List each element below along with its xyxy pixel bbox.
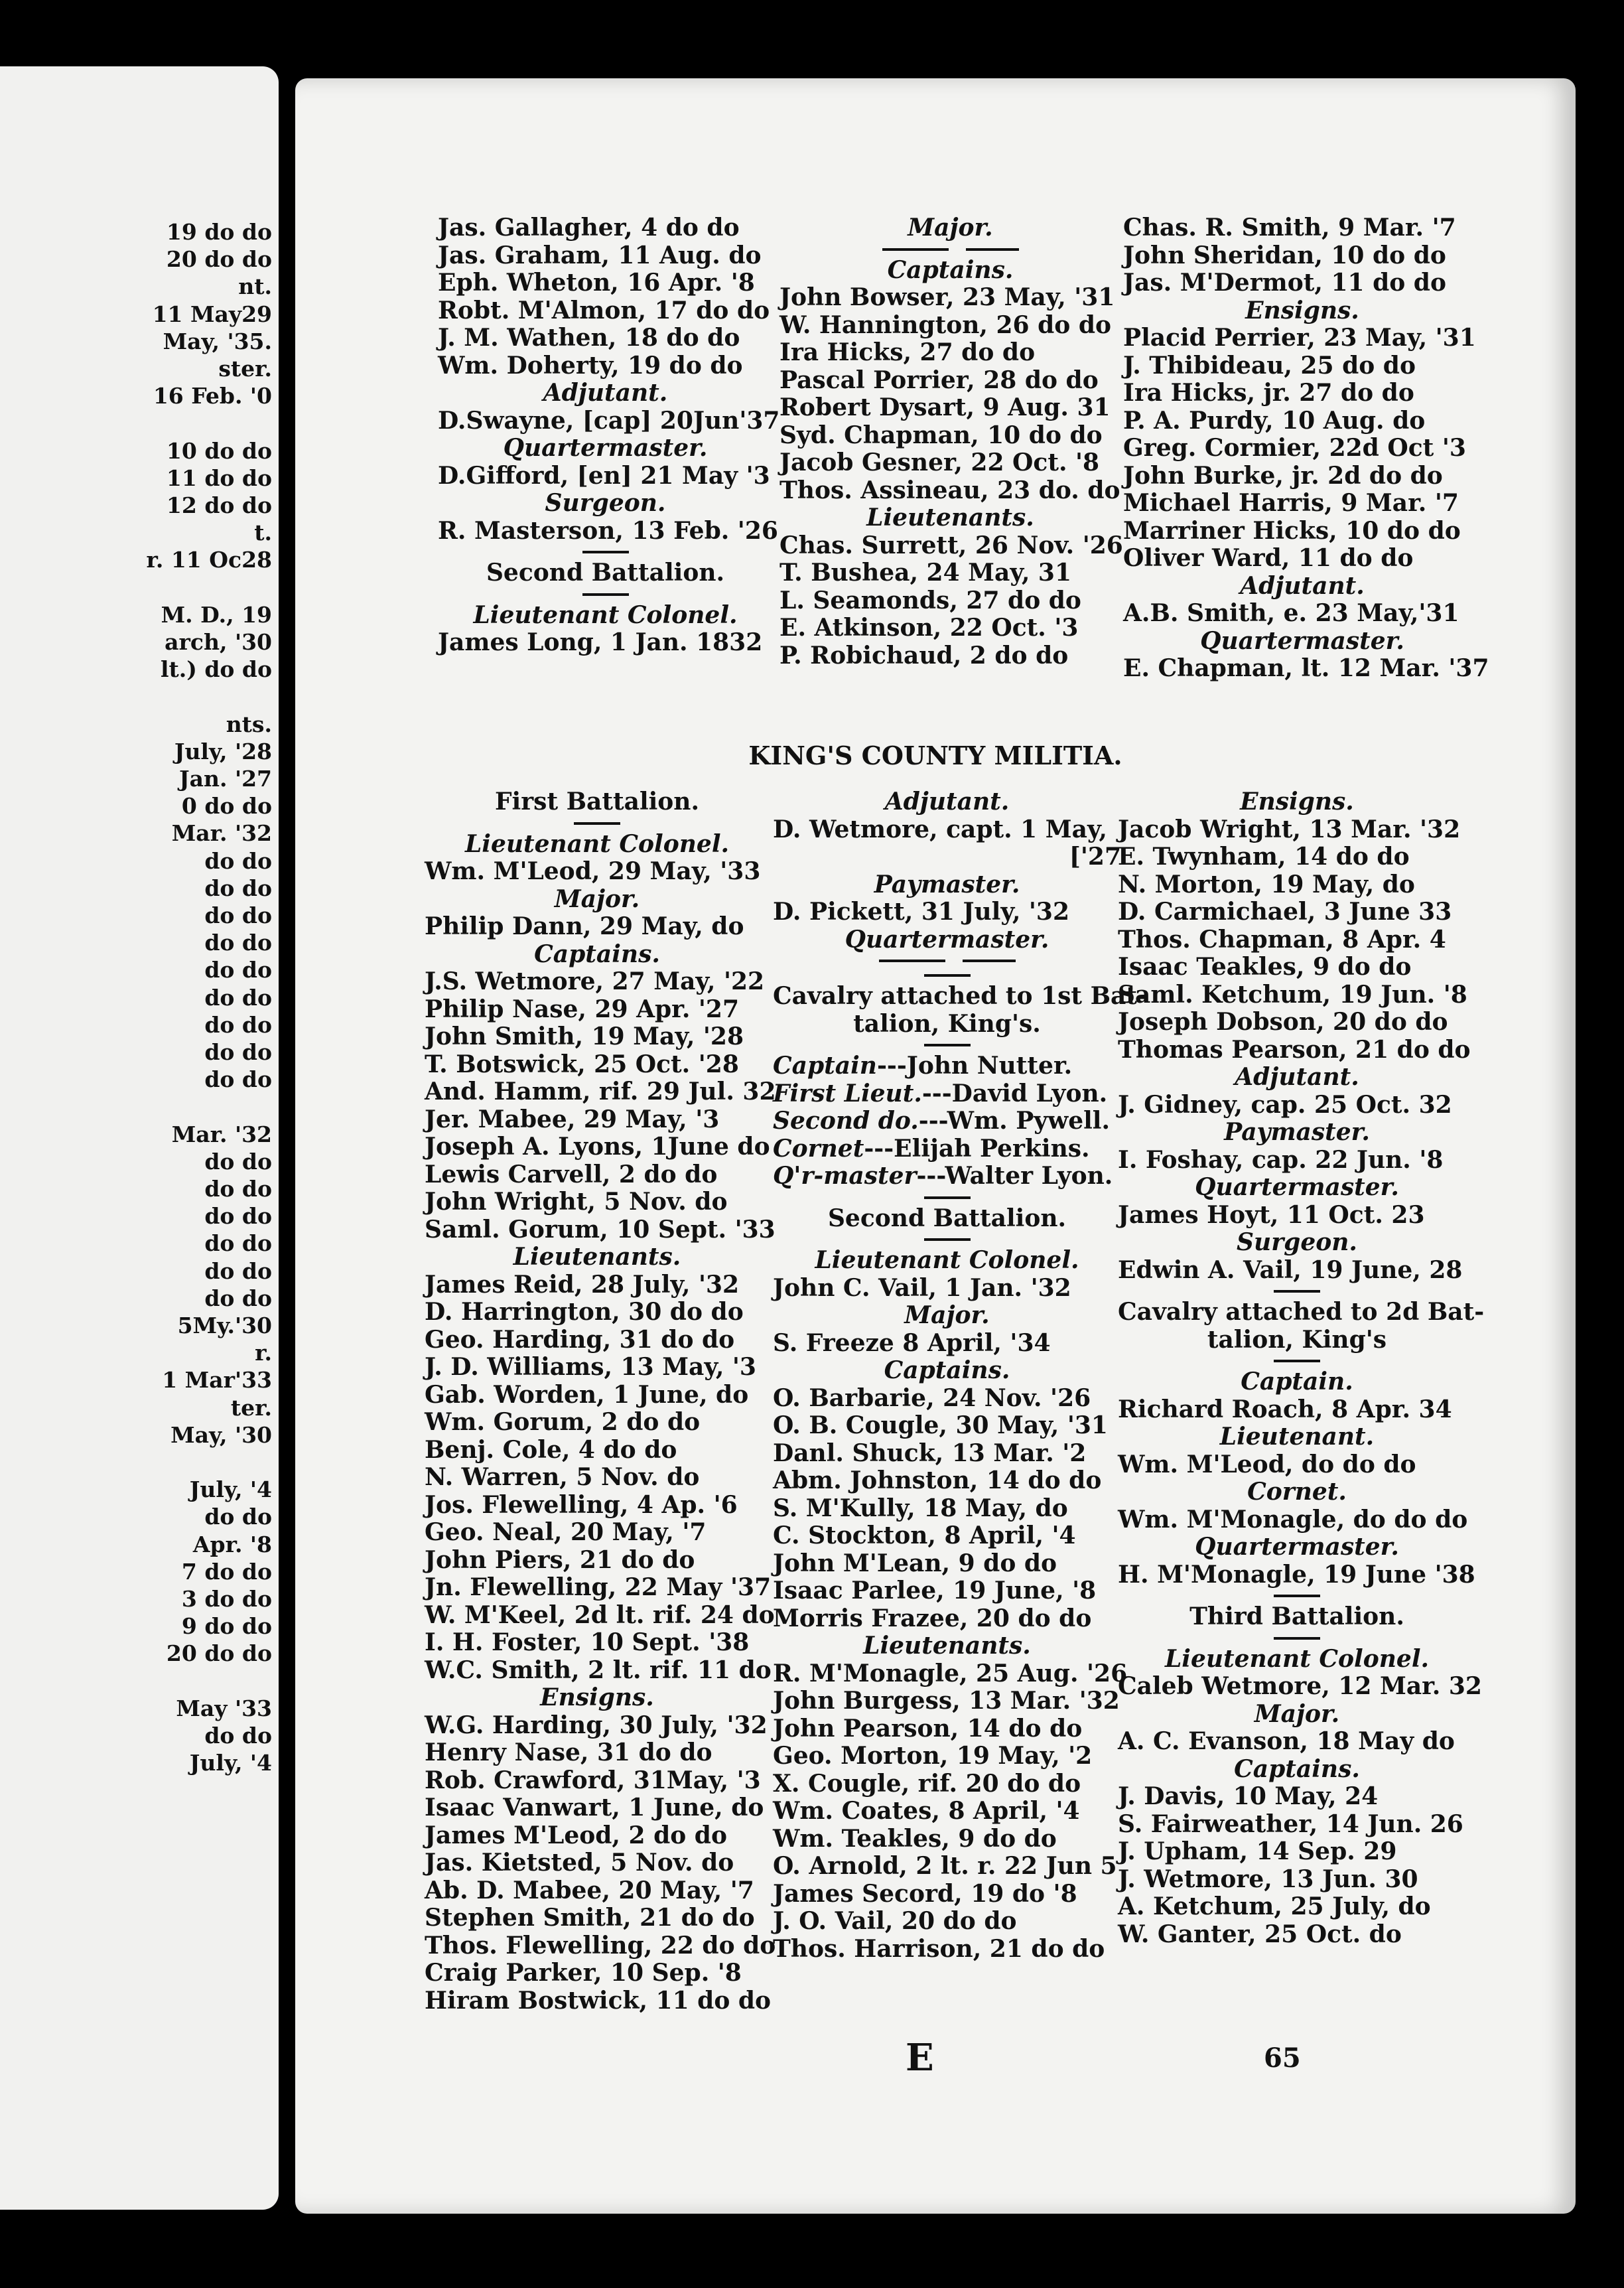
officer-entry: Thos. Assineau, 23 do. do: [779, 476, 1120, 504]
officer-entry: Michael Harris, 9 Mar. '7: [1123, 489, 1459, 517]
officer-entry: Chas. R. Smith, 9 Mar. '7: [1123, 214, 1456, 242]
officer-entry: And. Hamm, rif. 29 Jul. 32: [425, 1078, 776, 1106]
left-page-text-fragment: Mar. '32: [171, 820, 272, 847]
left-page-text-fragment: nts.: [226, 711, 272, 737]
left-page-text-fragment: 10 do do: [166, 437, 272, 464]
left-page-text-fragment: ster.: [218, 356, 272, 382]
battalion-heading: Second Battalion.: [827, 1204, 1067, 1232]
officer-entry: Philip Nase, 29 Apr. '27: [425, 995, 740, 1023]
officer-entry: A.B. Smith, e. 23 May,'31: [1123, 599, 1459, 627]
officer-entry: Jos. Flewelling, 4 Ap. '6: [425, 1490, 738, 1519]
left-page-text-fragment: 1 Mar'33: [162, 1367, 272, 1394]
left-page-text-fragment: do do: [204, 902, 272, 928]
officer-entry: Cavalry attached to 1st Bat-: [773, 982, 1147, 1010]
officer-entry: X. Cougle, rif. 20 do do: [773, 1769, 1081, 1798]
left-page-text-fragment: do do: [204, 1203, 272, 1230]
officer-entry: Robt. M'Almon, 17 do do: [438, 296, 770, 324]
officer-entry: A. C. Evanson, 18 May do: [1118, 1727, 1455, 1755]
officer-entry: Caleb Wetmore, 12 Mar. 32: [1118, 1672, 1482, 1700]
officer-entry: J. Davis, 10 May, 24: [1118, 1782, 1379, 1810]
officer-entry: Saml. Ketchum, 19 Jun. '8: [1118, 980, 1467, 1009]
rank-heading: Lieutenants.: [513, 1243, 681, 1271]
officer-entry: John Smith, 19 May, '28: [425, 1023, 744, 1050]
left-page-text-fragment: 16 Feb. '0: [153, 383, 272, 409]
rank-heading: Quartermaster.: [503, 434, 708, 462]
officer-entry: Benj. Cole, 4 do do: [425, 1435, 677, 1464]
officer-entry: Joseph A. Lyons, 1June do: [425, 1133, 770, 1161]
rank-heading: Quartermaster.: [1195, 1533, 1399, 1561]
left-page-text-fragment: July, '4: [189, 1476, 272, 1503]
officer-entry: Greg. Cormier, 22d Oct '3: [1123, 434, 1466, 462]
officer-entry: Morris Frazee, 20 do do: [773, 1604, 1092, 1632]
battalion-heading: First Battalion.: [494, 788, 700, 816]
rule-divider: [779, 242, 1121, 257]
officer-entry: R. M'Monagle, 25 Aug. '26: [773, 1659, 1128, 1687]
left-page-text-fragment: May '33: [176, 1695, 272, 1721]
officer-entry: Chas. Surrett, 26 Nov. '26: [779, 531, 1123, 559]
officer-entry: J. Thibideau, 25 do do: [1123, 351, 1416, 380]
rank-heading: Quartermaster.: [1200, 626, 1404, 655]
officer-entry: Joseph Dobson, 20 do do: [1118, 1008, 1448, 1036]
left-page-text-fragment: do do: [204, 1011, 272, 1038]
left-page-text-fragment: do do: [204, 1257, 272, 1284]
officer-entry: Craig Parker, 10 Sep. '8: [425, 1959, 742, 1987]
officer-entry: Isaac Vanwart, 1 June, do: [425, 1794, 764, 1822]
officer-entry: C. Stockton, 8 April, '4: [773, 1522, 1076, 1549]
left-page-text-fragment: 7 do do: [181, 1558, 272, 1585]
left-page-text-fragment: do do: [204, 957, 272, 983]
rank-heading: Major.: [1254, 1699, 1340, 1728]
rank-heading: Paymaster.: [1224, 1118, 1370, 1146]
officer-entry: Jas. Gallagher, 4 do do: [438, 214, 740, 242]
officer-entry: James Long, 1 Jan. 1832: [438, 628, 763, 656]
cavalry-entry: Cornet---Elijah Perkins.: [773, 1134, 1090, 1163]
officer-entry: W.G. Harding, 30 July, '32: [425, 1711, 768, 1739]
officer-entry: P. Robichaud, 2 do do: [779, 641, 1069, 670]
officer-entry: Wm. Teakles, 9 do do: [773, 1824, 1057, 1853]
left-page-text-fragment: 3 do do: [181, 1586, 272, 1612]
officer-entry: J. Gidney, cap. 25 Oct. 32: [1118, 1090, 1452, 1119]
left-page-text-fragment: 11 do do: [166, 465, 272, 491]
officer-entry: Wm. Coates, 8 April, '4: [773, 1797, 1080, 1825]
rank-heading: Lieutenant Colonel.: [1164, 1644, 1430, 1673]
left-page-text-fragment: Mar. '32: [171, 1121, 272, 1147]
left-page-text-fragment: July, '28: [174, 738, 272, 764]
officer-entry: Isaac Teakles, 9 do do: [1118, 953, 1412, 981]
left-page-text-fragment: 19 do do: [166, 219, 272, 245]
officer-entry: Jn. Flewelling, 22 May '37: [425, 1573, 772, 1601]
left-page-text-fragment: do do: [204, 1723, 272, 1749]
officer-entry: Philip Dann, 29 May, do: [425, 912, 744, 940]
officer-entry: J.S. Wetmore, 27 May, '22: [425, 967, 765, 995]
officer-entry: Jas. Kietsted, 5 Nov. do: [425, 1849, 734, 1877]
section-title: KING'S COUNTY MILITIA.: [748, 741, 1122, 770]
rank-heading: Cornet.: [1247, 1478, 1347, 1506]
officer-entry: Ira Hicks, jr. 27 do do: [1123, 379, 1414, 407]
rule-divider: [1118, 1631, 1476, 1646]
left-page-text-fragment: 20 do do: [166, 1640, 272, 1667]
officer-entry: Marriner Hicks, 10 do do: [1123, 516, 1461, 545]
left-page-text-fragment: May, '35.: [163, 328, 272, 354]
rank-heading: Quartermaster.: [845, 925, 1049, 954]
officer-entry: J. M. Wathen, 18 do do: [438, 324, 740, 352]
text-line: ['27: [1069, 843, 1121, 871]
officer-entry: Edwin A. Vail, 19 June, 28: [1118, 1255, 1463, 1284]
left-page-text-fragment: 5My.'30: [177, 1313, 272, 1338]
officer-entry: E. Chapman, lt. 12 Mar. '37: [1123, 654, 1489, 682]
officer-entry: D.Gifford, [en] 21 May '3: [438, 461, 770, 490]
officer-entry: Robert Dysart, 9 Aug. 31: [779, 393, 1111, 421]
officer-entry: John Wright, 5 Nov. do: [425, 1188, 728, 1216]
rank-heading: Surgeon.: [1237, 1228, 1357, 1256]
officer-entry: J. Upham, 14 Sep. 29: [1118, 1837, 1397, 1865]
officer-entry: Jacob Wright, 13 Mar. '32: [1118, 815, 1461, 843]
officer-entry: Jacob Gesner, 22 Oct. '8: [779, 449, 1100, 476]
left-page-text-fragment: do do: [204, 1148, 272, 1175]
left-page-text-fragment: do do: [204, 930, 272, 956]
officer-entry: Geo. Morton, 19 May, '2: [773, 1742, 1093, 1770]
cavalry-entry: Second do.---Wm. Pywell.: [773, 1107, 1111, 1135]
officer-entry: Saml. Gorum, 10 Sept. '33: [425, 1215, 776, 1244]
left-page-text-fragment: arch, '30: [165, 629, 272, 655]
bottom-column-1: [425, 788, 776, 2015]
officer-entry: J. O. Vail, 20 do do: [773, 1907, 1017, 1935]
rule-divider: [773, 954, 1121, 968]
officer-entry: Richard Roach, 8 Apr. 34: [1118, 1395, 1452, 1423]
rank-heading: Paymaster.: [874, 870, 1020, 898]
officer-entry: D. Pickett, 31 July, '32: [773, 898, 1070, 926]
officer-entry: Placid Perrier, 23 May, '31: [1123, 324, 1476, 352]
officer-entry: Geo. Neal, 20 May, '7: [425, 1518, 707, 1546]
officer-entry: W. Hannington, 26 do do: [779, 311, 1112, 339]
officer-entry: I. Foshay, cap. 22 Jun. '8: [1118, 1145, 1444, 1174]
top-column-1: [438, 214, 780, 657]
rule-divider: [773, 1038, 1121, 1052]
rule-divider: [773, 1190, 1121, 1205]
text-line: talion, King's: [1207, 1325, 1387, 1354]
rule-divider: [438, 587, 773, 602]
officer-entry: John M'Lean, 9 do do: [773, 1549, 1057, 1577]
officer-entry: A. Ketchum, 25 July, do: [1118, 1893, 1431, 1920]
top-column-2: [779, 214, 1121, 670]
officer-entry: W. M'Keel, 2d lt. rif. 24 do: [425, 1601, 775, 1629]
officer-entry: Cavalry attached to 2d Bat-: [1118, 1298, 1485, 1326]
rank-heading: Captains.: [887, 255, 1014, 284]
officer-entry: H. M'Monagle, 19 June '38: [1118, 1560, 1475, 1589]
rule-divider: [773, 1232, 1121, 1247]
bottom-column-2: [773, 788, 1147, 1963]
left-page-text-fragment: July, '4: [189, 1750, 272, 1776]
officer-entry: E. Twynham, 14 do do: [1118, 843, 1410, 871]
left-page-text-fragment: do do: [204, 1230, 272, 1257]
officer-entry: D. Wetmore, capt. 1 May,: [773, 815, 1107, 843]
officer-entry: James Hoyt, 11 Oct. 23: [1118, 1200, 1425, 1229]
officer-entry: John Burke, jr. 2d do do: [1123, 461, 1443, 490]
officer-entry: Isaac Parlee, 19 June, '8: [773, 1577, 1097, 1605]
left-page-text-fragment: Jan. '27: [179, 766, 272, 792]
cavalry-entry: Captain---John Nutter.: [773, 1052, 1073, 1080]
officer-entry: W.C. Smith, 2 lt. rif. 11 do: [425, 1656, 772, 1684]
officer-entry: R. Masterson, 13 Feb. '26: [438, 516, 778, 545]
officer-entry: Lewis Carvell, 2 do do: [425, 1160, 718, 1188]
rank-heading: Lieutenants.: [863, 1632, 1031, 1660]
left-page-text-fragment: r.: [255, 1340, 272, 1366]
officer-entry: Jer. Mabee, 29 May, '3: [425, 1105, 720, 1133]
officer-entry: P. A. Purdy, 10 Aug. do: [1123, 406, 1426, 435]
rank-heading: Ensigns.: [1245, 296, 1359, 324]
rank-heading: Adjutant.: [1240, 571, 1365, 600]
officer-entry: S. Freeze 8 April, '34: [773, 1328, 1051, 1357]
officer-entry: N. Morton, 19 May, do: [1118, 870, 1415, 898]
officer-entry: Danl. Shuck, 13 Mar. '2: [773, 1439, 1087, 1467]
officer-entry: Wm. Gorum, 2 do do: [425, 1408, 701, 1436]
rank-heading: Lieutenant Colonel.: [464, 829, 730, 858]
left-page-text-fragment: do do: [204, 1176, 272, 1202]
rank-heading: Lieutenant Colonel.: [815, 1246, 1079, 1274]
officer-entry: Geo. Harding, 31 do do: [425, 1325, 735, 1354]
page-number: 65: [1264, 2042, 1301, 2074]
rank-heading: Major.: [908, 214, 993, 242]
officer-entry: Wm. Doherty, 19 do do: [438, 351, 743, 380]
left-page-text-fragment: do do: [204, 847, 272, 874]
rank-heading: Major.: [554, 885, 640, 913]
officer-entry: Stephen Smith, 21 do do: [425, 1904, 755, 1932]
rule-divider: [773, 968, 1121, 983]
officer-entry: John Bowser, 23 May, '31: [779, 283, 1115, 311]
rule-divider: [1118, 1284, 1476, 1299]
rank-heading: Adjutant.: [1235, 1063, 1359, 1091]
officer-entry: Thos. Flewelling, 22 do do: [425, 1931, 776, 1960]
battalion-heading: Second Battalion.: [486, 559, 725, 587]
cavalry-entry: Q'r-master---Walter Lyon.: [773, 1162, 1113, 1190]
left-page-text-fragment: lt.) do do: [160, 656, 272, 683]
officer-entry: John C. Vail, 1 Jan. '32: [773, 1273, 1071, 1302]
officer-entry: Henry Nase, 31 do do: [425, 1739, 712, 1766]
officer-entry: John Burgess, 13 Mar. '32: [773, 1687, 1120, 1715]
top-column-3: [1123, 214, 1489, 683]
officer-entry: Thomas Pearson, 21 do do: [1118, 1035, 1471, 1064]
officer-entry: Eph. Wheton, 16 Apr. '8: [438, 269, 755, 297]
rank-heading: Lieutenants.: [866, 504, 1034, 532]
officer-entry: Wm. M'Leod, do do do: [1118, 1450, 1416, 1478]
rank-heading: Adjutant.: [884, 788, 1010, 816]
rank-heading: Captain.: [1241, 1368, 1353, 1395]
officer-entry: O. Barbarie, 24 Nov. '26: [773, 1384, 1091, 1412]
officer-entry: James Secord, 19 do '8: [773, 1879, 1077, 1908]
officer-entry: J. Wetmore, 13 Jun. 30: [1118, 1865, 1418, 1893]
officer-entry: Ab. D. Mabee, 20 May, '7: [425, 1876, 754, 1904]
officer-entry: J. D. Williams, 13 May, '3: [425, 1353, 756, 1381]
officer-entry: Thos. Chapman, 8 Apr. 4: [1118, 925, 1446, 954]
officer-entry: John Piers, 21 do do: [425, 1545, 695, 1574]
rank-heading: Lieutenant.: [1219, 1423, 1375, 1451]
officer-entry: Rob. Crawford, 31May, '3: [425, 1766, 761, 1794]
left-page-text-fragment: r. 11 Oc28: [146, 547, 272, 573]
battalion-heading: Third Battalion.: [1189, 1603, 1404, 1630]
bottom-column-3: [1118, 788, 1485, 1948]
officer-entry: T. Botswick, 25 Oct. '28: [425, 1050, 739, 1078]
officer-entry: O. B. Cougle, 30 May, '31: [773, 1411, 1108, 1439]
officer-entry: N. Warren, 5 Nov. do: [425, 1463, 700, 1491]
left-page-text-fragment: Apr. '8: [192, 1531, 272, 1557]
left-page-text-fragment: 20 do do: [166, 246, 272, 273]
officer-entry: Jas. Graham, 11 Aug. do: [438, 241, 762, 269]
officer-entry: Pascal Porrier, 28 do do: [779, 366, 1099, 394]
text-line: talion, King's.: [853, 1009, 1041, 1038]
rank-heading: Major.: [904, 1301, 990, 1329]
left-page-fragment: [0, 66, 279, 2210]
officer-entry: Hiram Bostwick, 11 do do: [425, 1986, 772, 2015]
rank-heading: Adjutant.: [543, 379, 668, 407]
rank-heading: Quartermaster.: [1195, 1173, 1399, 1201]
left-page-text-fragment: nt.: [238, 273, 272, 300]
rule-divider: [425, 816, 770, 831]
left-page-text-fragment: do do: [204, 1039, 272, 1065]
rule-divider: [1118, 1354, 1476, 1368]
officer-entry: Gab. Worden, 1 June, do: [425, 1380, 749, 1409]
left-page-text-fragment: May, '30: [170, 1421, 272, 1448]
left-page-text-fragment: 11 May29: [152, 301, 272, 327]
rule-divider: [438, 545, 773, 559]
officer-entry: Abm. Johnston, 14 do do: [773, 1466, 1102, 1494]
officer-entry: E. Atkinson, 22 Oct. '3: [779, 614, 1079, 642]
officer-entry: Oliver Ward, 11 do do: [1123, 544, 1414, 572]
officer-entry: John Sheridan, 10 do do: [1123, 241, 1446, 269]
officer-entry: S. Fairweather, 14 Jun. 26: [1118, 1810, 1463, 1838]
officer-entry: James M'Leod, 2 do do: [425, 1821, 727, 1849]
officer-entry: O. Arnold, 2 lt. r. 22 Jun 5: [773, 1852, 1117, 1880]
left-page-text-fragment: 0 do do: [181, 793, 272, 820]
left-page-text-fragment: 9 do do: [181, 1613, 272, 1640]
rank-heading: Captains.: [884, 1356, 1010, 1384]
officer-entry: L. Seamonds, 27 do do: [779, 586, 1081, 614]
officer-entry: Wm. M'Leod, 29 May, '33: [425, 857, 761, 885]
left-page-text-fragment: do do: [204, 1066, 272, 1093]
officer-entry: Wm. M'Monagle, do do do: [1118, 1505, 1468, 1534]
left-page-text-fragment: t.: [254, 520, 272, 546]
officer-entry: Ira Hicks, 27 do do: [779, 338, 1036, 366]
officer-entry: Syd. Chapman, 10 do do: [779, 421, 1103, 449]
officer-entry: Thos. Harrison, 21 do do: [773, 1934, 1105, 1963]
left-page-text-fragment: do do: [204, 1285, 272, 1311]
rule-divider: [1118, 1589, 1476, 1603]
officer-entry: John Pearson, 14 do do: [773, 1714, 1083, 1743]
officer-entry: W. Ganter, 25 Oct. do: [1118, 1920, 1402, 1948]
left-page-text-fragment: 12 do do: [166, 492, 272, 518]
officer-entry: James Reid, 28 July, '32: [425, 1270, 740, 1299]
left-page-text-fragment: do do: [204, 875, 272, 901]
officer-entry: I. H. Foster, 10 Sept. '38: [425, 1628, 750, 1656]
right-page: [295, 78, 1576, 2214]
rank-heading: Ensigns.: [540, 1683, 654, 1711]
rank-heading: Captains.: [534, 940, 660, 968]
left-page-text-fragment: do do: [204, 1504, 272, 1530]
officer-entry: D. Harrington, 30 do do: [425, 1298, 744, 1326]
left-page-text-fragment: do do: [204, 984, 272, 1011]
officer-entry: S. M'Kully, 18 May, do: [773, 1494, 1068, 1522]
officer-entry: T. Bushea, 24 May, 31: [779, 559, 1071, 587]
left-page-text-fragment: M. D., 19: [161, 601, 272, 628]
rank-heading: Lieutenant Colonel.: [473, 601, 738, 629]
officer-entry: D.Swayne, [cap] 20Jun'37: [438, 406, 780, 435]
cavalry-entry: First Lieut.---David Lyon.: [773, 1079, 1108, 1108]
left-page-text-fragment: ter.: [230, 1394, 272, 1421]
rank-heading: Surgeon.: [545, 489, 666, 517]
officer-entry: D. Carmichael, 3 June 33: [1118, 898, 1452, 926]
signature-mark: E: [906, 2036, 934, 2080]
rank-heading: Ensigns.: [1240, 788, 1354, 816]
rank-heading: Captains.: [1234, 1754, 1360, 1783]
officer-entry: Jas. M'Dermot, 11 do do: [1123, 269, 1446, 297]
